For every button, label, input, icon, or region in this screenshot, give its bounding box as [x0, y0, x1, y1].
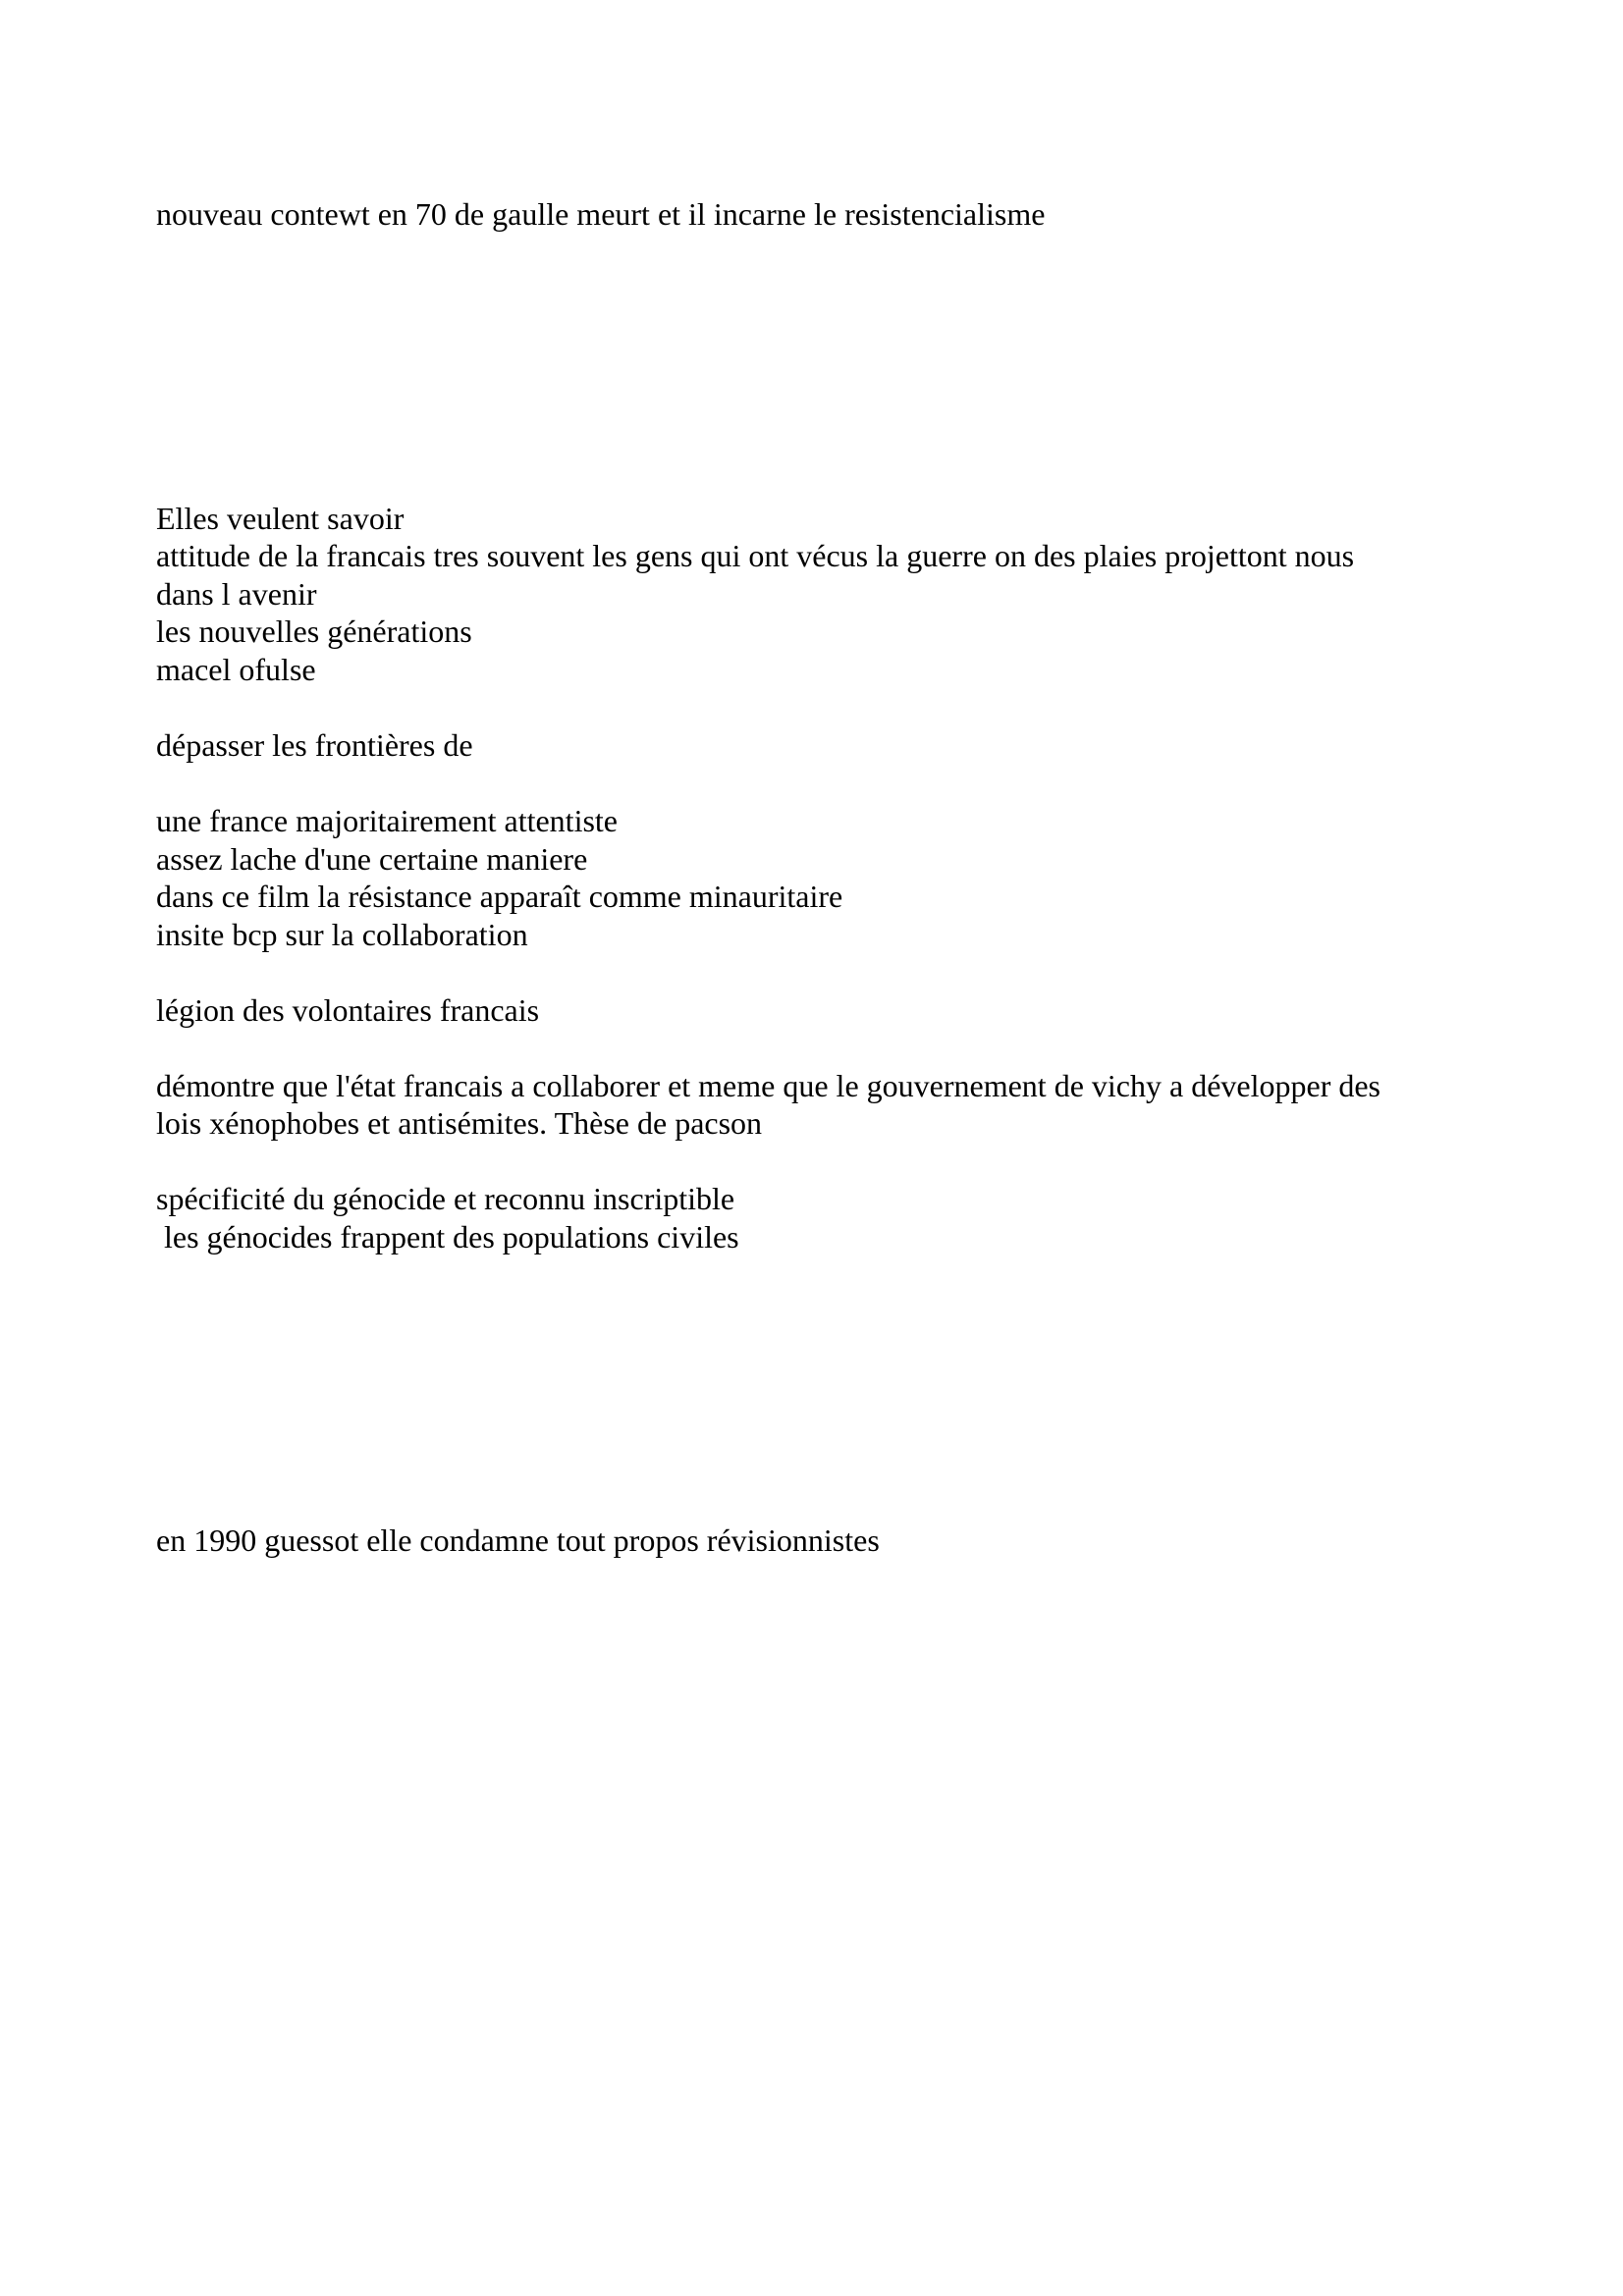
text-line: attitude de la francais tres souvent les gens qui ont vécus la guerre on des plaies projettont nous — [156, 538, 1355, 573]
text-line: dans l avenir — [156, 576, 317, 612]
text-line: lois xénophobes et antisémites. Thèse de pacson — [156, 1105, 763, 1141]
text-line: spécificité du génocide et reconnu inscriptible — [156, 1181, 735, 1216]
text-line: les génocides frappent des populations civiles — [156, 1219, 739, 1255]
text-line: dépasser les frontières de — [156, 727, 473, 763]
text-line: nouveau contewt en 70 de gaulle meurt et il incarne le resistencialisme — [156, 196, 1046, 232]
text-line: légion des volontaires francais — [156, 992, 540, 1028]
text-line: démontre que l'état francais a collaborer et meme que le gouvernement de vichy a développer des — [156, 1068, 1380, 1103]
text-line: assez lache d'une certaine maniere — [156, 841, 588, 877]
text-line: les nouvelles générations — [156, 614, 472, 649]
text-line: insite bcp sur la collaboration — [156, 917, 528, 952]
text-line: une france majoritairement attentiste — [156, 803, 618, 838]
text-line: en 1990 guessot elle condamne tout propos révisionnistes — [156, 1522, 880, 1558]
text-line: Elles veulent savoir — [156, 501, 405, 536]
text-line: macel ofulse — [156, 652, 316, 687]
text-line: dans ce film la résistance apparaît comme minauritaire — [156, 879, 843, 914]
